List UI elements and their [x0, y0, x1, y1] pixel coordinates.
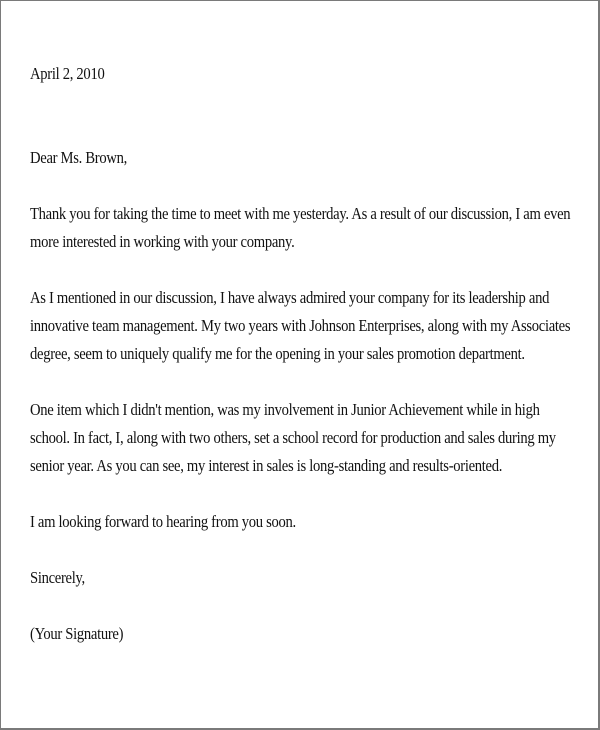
paragraph-line: I am looking forward to hearing from you soon.	[30, 512, 296, 531]
paragraph-line: school. In fact, I, along with two others, set a school record for production and sales during my	[30, 428, 556, 447]
paragraph-line: Thank you for taking the time to meet with me yesterday. As a result of our discussion, I am even	[30, 204, 571, 223]
letter-closing: Sincerely,	[30, 568, 85, 587]
paragraph-line: innovative team management. My two years with Johnson Enterprises, along with my Associates	[30, 316, 571, 335]
paragraph-line: As I mentioned in our discussion, I have always admired your company for its leadership and	[30, 288, 550, 307]
letter-date: April 2, 2010	[30, 64, 105, 83]
paragraph-line: more interested in working with your company.	[30, 232, 295, 251]
paragraph-line: senior year. As you can see, my interest in sales is long-standing and results-oriented.	[30, 456, 503, 475]
letter-signature: (Your Signature)	[30, 624, 124, 643]
paragraph-line: degree, seem to uniquely qualify me for the opening in your sales promotion department.	[30, 344, 525, 363]
paragraph-line: One item which I didn't mention, was my involvement in Junior Achievement while in high	[30, 400, 540, 419]
letter-salutation: Dear Ms. Brown,	[30, 148, 128, 167]
